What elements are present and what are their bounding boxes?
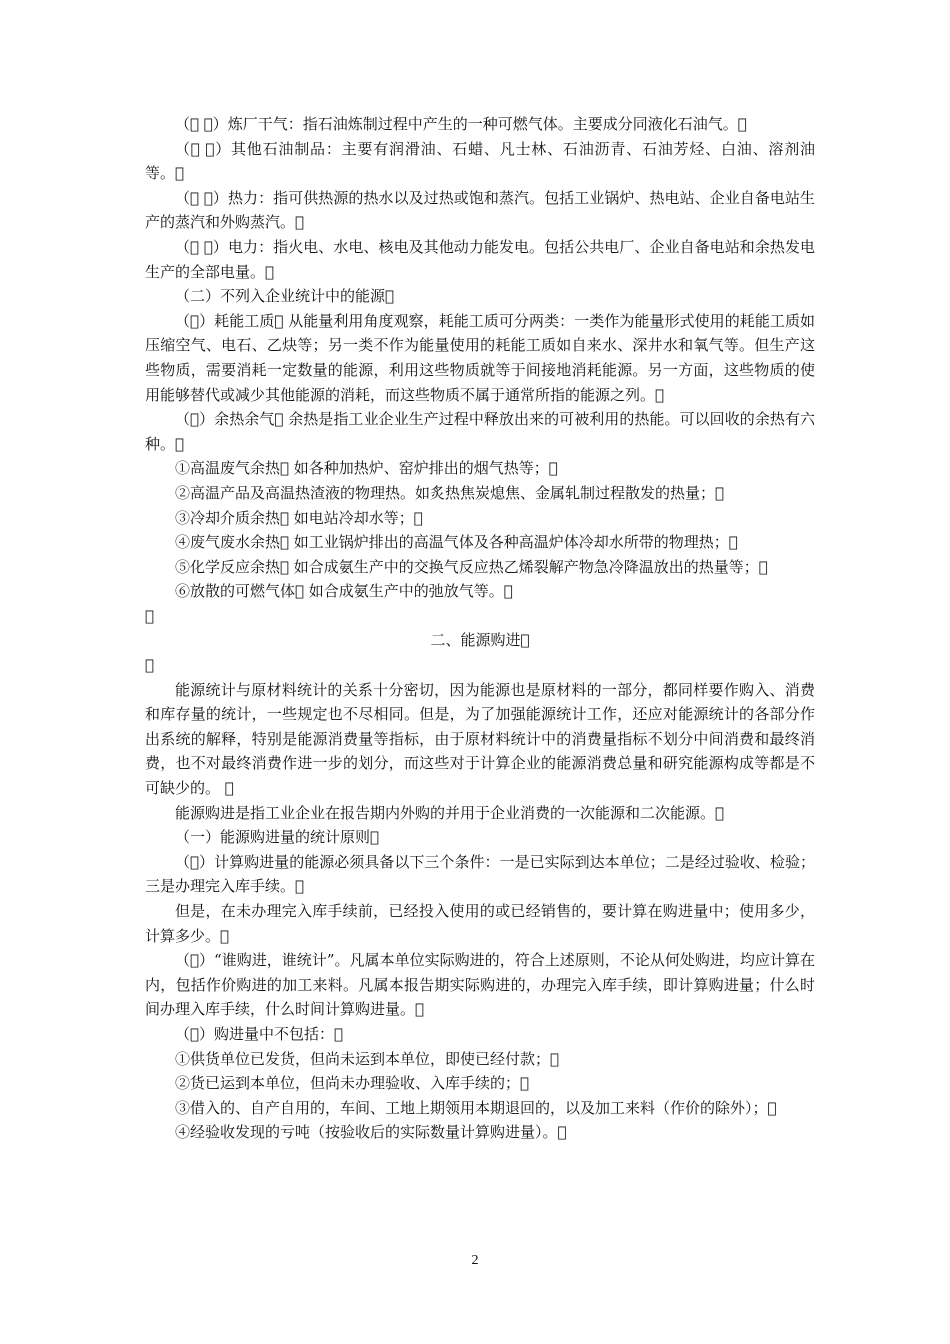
paragraph: （   ）其他石油制品：主要有润滑油、石蜡、凡士林、石油沥青、石油芳烃、白油、溶剂油等。  <box>145 139 815 183</box>
paragraph: （   ）热力：指可供热源的热水以及过热或饱和蒸汽。包括工业锅炉、热电站、企业自备电站生产的蒸汽和外购蒸汽。  <box>145 188 815 232</box>
list-item: ⑤化学反应余热  如合成氨生产中的交换气反应热乙烯裂解产物急冷降温放出的热量等；  <box>175 557 768 576</box>
subheading: （二）不列入企业统计中的能源  <box>175 287 395 306</box>
paragraph: （ ）余热余气  余热是指工业企业生产过程中释放出来的可被利用的热能。可以回收的余热有六种。  <box>145 410 815 453</box>
list-item: ②高温产品及高温热渣液的物理热。如炙热焦炭熄焦、金属轧制过程散发的热量；  <box>175 483 725 502</box>
list-item: ①供货单位已发货，但尚未运到本单位，即使已经付款；  <box>175 1049 560 1068</box>
list-item: ⑥放散的可燃气体  如合成氨生产中的弛放气等。  <box>175 582 513 601</box>
page-number: 2 <box>471 1253 479 1268</box>
paragraph: （   ）炼厂干气：指石油炼制过程中产生的一种可燃气体。主要成分同液化石油气。  <box>175 115 747 133</box>
subheading: （一）能源购进量的统计原则  <box>175 828 380 847</box>
paragraph: （ ）购进量中不包括：  <box>175 1024 344 1043</box>
paragraph: （ ）“谁购进，谁统计”。凡属本单位实际购进的，符合上述原则，不论从何处购进，均应计算在内，包括作价购进的加工来料。凡属本报告期实际购进的，办理完入库手续，即计算购进量；什么时间办理入库手续，什么时间计算购进量。  <box>145 951 815 1019</box>
list-item: ④经验收发现的亏吨（按验收后的实际数量计算购进量）。  <box>175 1123 567 1142</box>
list-item: ④废气废水余热  如工业锅炉排出的高温气体及各种高温炉体冷却水所带的物理热；  <box>175 533 738 552</box>
paragraph: 能源购进是指工业企业在报告期内外购的并用于企业消费的一次能源和二次能源。  <box>175 803 725 822</box>
paragraph: （   ）电力：指火电、水电、核电及其他动力能发电。包括公共电厂、企业自备电站和余热发电生产的全部电量。  <box>145 237 815 281</box>
paragraph: （ ）计算购进量的能源必须具备以下三个条件：一是已实际到达本单位；二是经过验收、检验；三是办理完入库手续。  <box>145 852 815 896</box>
list-item: ③借入的、自产自用的，车间、工地上期领用本期退回的，以及加工来料（作价的除外）；  <box>175 1098 777 1117</box>
paragraph: 但是，在未办理完入库手续前，已经投入使用的或已经销售的，要计算在购进量中；使用多少，计算多少。  <box>145 902 815 945</box>
list-item: ②货已运到本单位，但尚未办理验收、入库手续的；  <box>175 1074 530 1093</box>
document-body <box>145 112 815 1145</box>
paragraph: （ ）耗能工质  从能量利用角度观察，耗能工质可分两类：一类作为能量形式使用的耗能工质如压缩空气、电石、乙炔等；另一类不作为能量使用的耗能工质如自来水、深井水和氧气等。但生产这些物质，需要消耗一定数量的能源，利用这些物质就等于间接地消耗能源。另一方面，这些物质的使用能够替代或减少其他能源的消耗，而这些物质不属于通常所指的能源之列。  <box>145 311 815 404</box>
blank-line-marker:   <box>145 606 155 625</box>
blank-line-marker:   <box>145 656 155 675</box>
paragraph: 能源统计与原材料统计的关系十分密切，因为能源也是原材料的一部分，都同样要作购入、消费和库存量的统计，一些规定也不尽相同。但是，为了加强能源统计工作，还应对能源统计的各部分作出系统的解释，特别是能源消费量等指标，由于原材料统计中的消费量指标不划分中间消费和最终消费，也不对最终消费作进一步的划分，而这些对于计算企业的能源消费总量和研究能源构成等都是不可缺少的。   <box>145 680 815 798</box>
list-item: ③冷却介质余热  如电站冷却水等；  <box>175 508 423 527</box>
list-item: ①高温废气余热  如各种加热炉、窑炉排出的烟气热等；  <box>175 459 558 478</box>
section-title: 二、能源购进  <box>430 631 530 650</box>
